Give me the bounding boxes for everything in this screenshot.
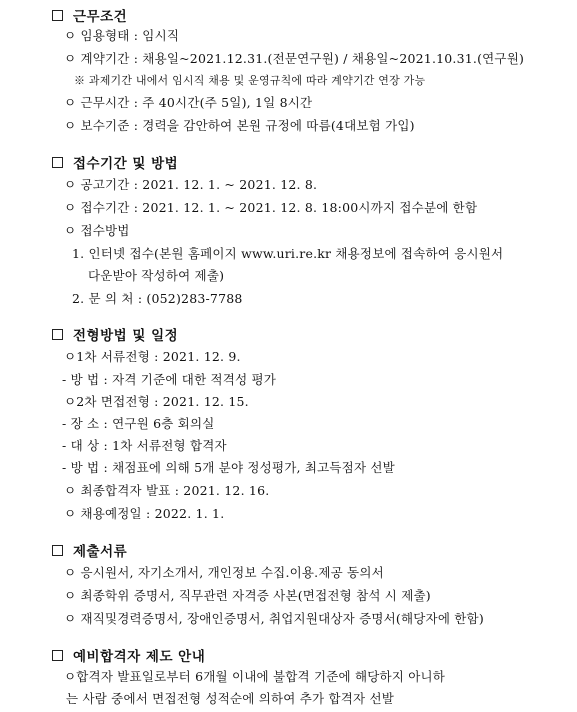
text-line: ㅇ 채용예정일 : 2022. 1. 1. bbox=[64, 506, 225, 521]
text-line: ㅇ 공고기간 : 2021. 12. 1. ~ 2021. 12. 8. bbox=[64, 177, 318, 192]
section-heading-documents bbox=[52, 540, 127, 560]
text-line: ㅇ 접수기간 : 2021. 12. 1. ~ 2021. 12. 8. 18:00시까지 접수분에 한함 bbox=[64, 200, 478, 215]
text-line: ㅇ합격자 발표일로부터 6개월 이내에 불합격 기준에 해당하지 아니하 bbox=[64, 669, 446, 684]
text-line: ㅇ 접수방법 bbox=[64, 223, 130, 238]
section-title: 예비합격자 제도 안내 bbox=[73, 649, 206, 665]
section-heading-application bbox=[52, 152, 178, 172]
checkbox-square-icon bbox=[52, 329, 63, 340]
section-title: 근무조건 bbox=[73, 9, 128, 25]
text-line: ㅇ1차 서류전형 : 2021. 12. 9. bbox=[64, 349, 241, 364]
note-line: ※ 과제기간 내에서 임시직 채용 및 운영규칙에 따라 계약기간 연장 가능 bbox=[74, 74, 426, 87]
section-title: 접수기간 및 방법 bbox=[73, 156, 179, 172]
text-line: 다운받아 작성하여 제출) bbox=[88, 268, 225, 283]
text-line: ㅇ 재직및경력증명서, 장애인증명서, 취업지원대상자 증명서(해당자에 한함) bbox=[64, 611, 484, 626]
checkbox-square-icon bbox=[52, 157, 63, 168]
section-heading-selection bbox=[52, 324, 178, 344]
text-line: ㅇ 근무시간 : 주 40시간(주 5일), 1일 8시간 bbox=[64, 95, 313, 110]
text-line: - 방 법 : 자격 기준에 대한 적격성 평가 bbox=[62, 372, 277, 387]
section-heading-conditions bbox=[52, 5, 127, 25]
section-title: 제출서류 bbox=[73, 544, 128, 560]
section-heading-reserve bbox=[52, 645, 205, 665]
text-line: ㅇ 계약기간 : 채용일~2021.12.31.(전문연구원) / 채용일~2021.10.31.(연구원) bbox=[64, 51, 525, 66]
section-title: 전형방법 및 일정 bbox=[73, 328, 179, 344]
text-line: - 대 상 : 1차 서류전형 합격자 bbox=[62, 438, 227, 453]
checkbox-square-icon bbox=[52, 10, 63, 21]
text-line: ㅇ 임용형태 : 임시직 bbox=[64, 28, 180, 43]
text-line: 2. 문 의 처 : (052)283-7788 bbox=[72, 291, 243, 306]
text-line: ㅇ 최종학위 증명서, 직무관련 자격증 사본(면접전형 참석 시 제출) bbox=[64, 588, 431, 603]
checkbox-square-icon bbox=[52, 545, 63, 556]
text-line: 1. 인터넷 접수(본원 홈페이지 www.uri.re.kr 채용정보에 접속하여 응시원서 bbox=[72, 246, 504, 261]
checkbox-square-icon bbox=[52, 650, 63, 661]
text-line: ㅇ 보수기준 : 경력을 감안하여 본원 규정에 따름(4대보험 가입) bbox=[64, 118, 415, 133]
text-line: 는 사람 중에서 면접전형 성적순에 의하여 추가 합격자 선발 bbox=[66, 691, 394, 706]
text-line: ㅇ 최종합격자 발표 : 2021. 12. 16. bbox=[64, 483, 270, 498]
text-line: - 장 소 : 연구원 6층 회의실 bbox=[62, 416, 215, 431]
text-line: ㅇ2차 면접전형 : 2021. 12. 15. bbox=[64, 394, 249, 409]
text-line: - 방 법 : 채점표에 의해 5개 분야 정성평가, 최고득점자 선발 bbox=[62, 460, 395, 475]
text-line: ㅇ 응시원서, 자기소개서, 개인정보 수집.이용.제공 동의서 bbox=[64, 565, 384, 580]
